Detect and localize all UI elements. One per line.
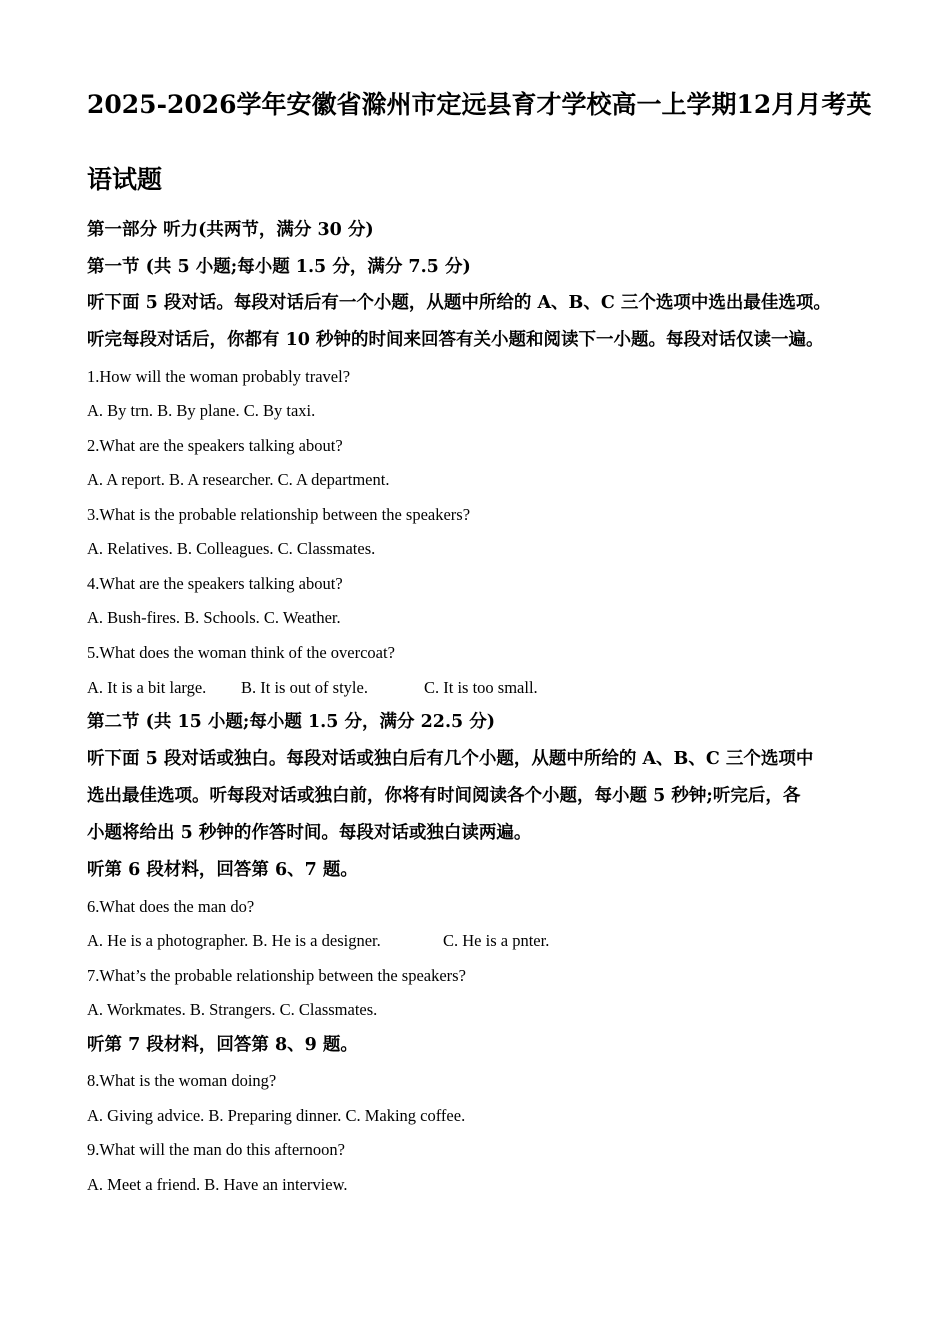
section1-heading: 第一节 (共 5 小题;每小题 1.5 分，满分 7.5 分) bbox=[87, 257, 471, 277]
question-8-text: 8.What is the woman doing? bbox=[87, 1071, 277, 1090]
question-6-options bbox=[87, 930, 549, 952]
question-4-text: 4.What are the speakers talking about? bbox=[87, 574, 343, 593]
section1-instruction-2: 听完每段对话后，你都有 10 秒钟的时间来回答有关小题和阅读下一小题。每段对话仅读一遍。 bbox=[87, 330, 824, 350]
question-2-text: 2.What are the speakers talking about? bbox=[87, 436, 343, 455]
material-7-heading: 听第 7 段材料，回答第 8、9 题。 bbox=[87, 1035, 358, 1055]
exam-title-line-2: 语试题 bbox=[87, 165, 163, 194]
question-2-options: A. A report. B. A researcher. C. A department. bbox=[87, 470, 390, 489]
section2-heading: 第二节 (共 15 小题;每小题 1.5 分，满分 22.5 分) bbox=[87, 712, 496, 732]
question-6-option-ab: A. He is a photographer. B. He is a designer. bbox=[87, 931, 381, 950]
section2-instruction-1: 听下面 5 段对话或独白。每段对话或独白后有几个小题，从题中所给的 A、B、C 三个选项中 bbox=[87, 749, 814, 769]
question-8-options: A. Giving advice. B. Preparing dinner. C. Making coffee. bbox=[87, 1106, 466, 1125]
exam-title-line-1: 2025-2026学年安徽省滁州市定远县育才学校高一上学期12月月考英 bbox=[87, 90, 872, 119]
question-1-options: A. By trn. B. By plane. C. By taxi. bbox=[87, 401, 316, 420]
question-7-options: A. Workmates. B. Strangers. C. Classmates. bbox=[87, 1000, 378, 1019]
question-1-text: 1.How will the woman probably travel? bbox=[87, 367, 351, 386]
question-5-option-a: A. It is a bit large. bbox=[87, 678, 207, 697]
question-3-text: 3.What is the probable relationship between the speakers? bbox=[87, 505, 471, 524]
part1-heading: 第一部分 听力(共两节，满分 30 分) bbox=[87, 220, 374, 240]
question-9-text: 9.What will the man do this afternoon? bbox=[87, 1140, 345, 1159]
question-3-options: A. Relatives. B. Colleagues. C. Classmates. bbox=[87, 539, 376, 558]
question-6-option-c: C. He is a pnter. bbox=[443, 931, 550, 950]
question-7-text: 7.What’s the probable relationship between the speakers? bbox=[87, 966, 466, 985]
question-4-options: A. Bush-fires. B. Schools. C. Weather. bbox=[87, 608, 341, 627]
question-5-options bbox=[87, 677, 538, 699]
section2-instruction-3: 小题将给出 5 秒钟的作答时间。每段对话或独白读两遍。 bbox=[87, 823, 532, 843]
material-6-heading: 听第 6 段材料，回答第 6、7 题。 bbox=[87, 860, 358, 880]
question-9-options: A. Meet a friend. B. Have an interview. bbox=[87, 1175, 348, 1194]
section2-instruction-2: 选出最佳选项。听每段对话或独白前，你将有时间阅读各个小题，每小题 5 秒钟;听完后，各 bbox=[87, 786, 801, 806]
question-5-option-c: C. It is too small. bbox=[424, 678, 538, 697]
section1-instruction-1: 听下面 5 段对话。每段对话后有一个小题，从题中所给的 A、B、C 三个选项中选出最佳选项。 bbox=[87, 293, 831, 313]
question-5-option-b: B. It is out of style. bbox=[241, 678, 368, 697]
question-5-text: 5.What does the woman think of the overcoat? bbox=[87, 643, 395, 662]
question-6-text: 6.What does the man do? bbox=[87, 897, 255, 916]
